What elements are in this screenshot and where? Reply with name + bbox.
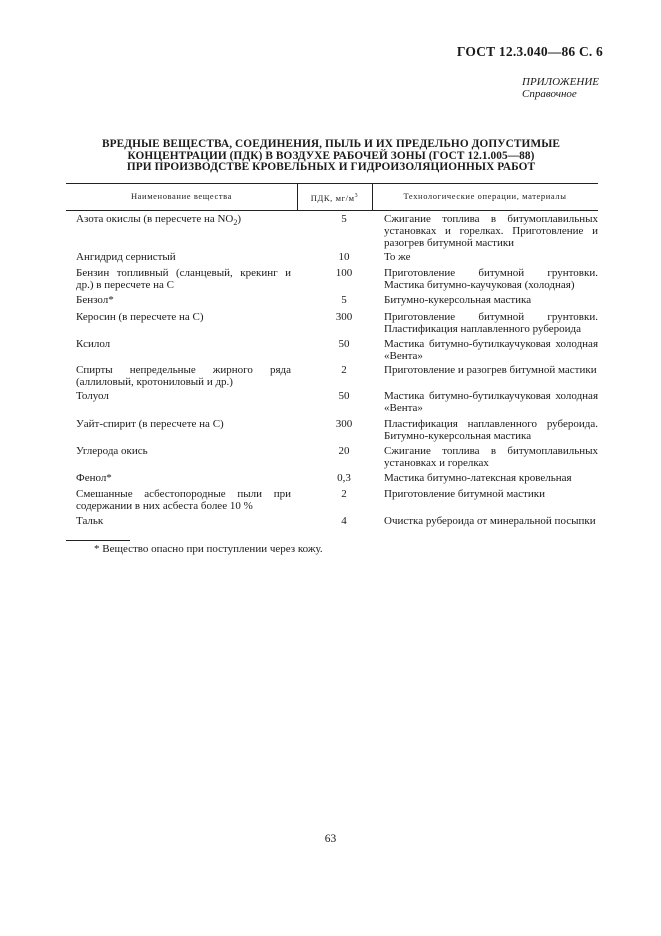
footnote: * Вещество опасно при поступлении через кожу.	[94, 543, 323, 555]
pdk-value: 300	[335, 418, 353, 430]
substance-name: Керосин (в пересчете на С)	[76, 311, 204, 323]
operations: Очистка рубероида от минеральной посыпки	[384, 515, 596, 527]
substance-name: Спирты непредельные жирного ряда (аллиловый, кротониловый и др.)	[76, 364, 291, 388]
substance-name: Ангидрид сернистый	[76, 251, 176, 263]
pdk-value: 20	[338, 445, 350, 457]
operations: Приготовление битумной грунтовки. Пластификация наплавленного рубероида	[384, 311, 598, 335]
column-header-pdk-exponent: 3	[354, 193, 359, 199]
pdk-value: 0,3	[337, 472, 351, 484]
page-title	[66, 139, 596, 174]
pdk-value: 5	[341, 213, 347, 225]
table-top-rule	[66, 183, 598, 184]
subscript: 2	[233, 218, 238, 228]
column-header-pdk	[297, 190, 372, 204]
operations: То же	[384, 251, 411, 263]
substance-name: Ксилол	[76, 338, 111, 350]
operations: Мастика битумно-бутилкаучуковая холодная «Вента»	[384, 390, 598, 414]
pdk-value: 50	[338, 338, 350, 350]
operations: Мастика битумно-бутилкаучуковая холодная «Вента»	[384, 338, 598, 362]
document-code: ГОСТ 12.3.040—86 С. 6	[456, 44, 603, 59]
appendix-label	[522, 76, 599, 100]
substance-name: Тальк	[76, 515, 104, 527]
substance-name: Смешанные асбестопородные пыли при содержании в них асбеста более 10 %	[76, 488, 291, 512]
page-number: 63	[324, 833, 337, 845]
substance-name: Уайт-спирит (в пересчете на С)	[76, 418, 224, 430]
operations: Сжигание топлива в битумоплавильных установках и горелках. Приготовление и разогрев битумной мастики	[384, 213, 598, 249]
operations: Мастика битумно-латексная кровельная	[384, 472, 572, 484]
appendix-reference: Справочное	[522, 88, 577, 100]
operations: Приготовление и разогрев битумной мастики	[384, 364, 597, 376]
column-header-pdk-text: ПДК, мг/м	[310, 192, 355, 203]
substance-name: Углерода окись	[76, 445, 148, 457]
operations: Сжигание топлива в битумоплавильных установках и горелках	[384, 445, 598, 469]
pdk-value: 2	[341, 364, 347, 376]
title-line-1: ВРЕДНЫЕ ВЕЩЕСТВА, СОЕДИНЕНИЯ, ПЫЛЬ И ИХ ПРЕДЕЛЬНО ДОПУСТИМЫЕ	[101, 138, 561, 150]
substance-name: Бензол*	[76, 294, 114, 306]
column-header-operations: Технологические операции, материалы	[403, 191, 567, 201]
substance-name: Толуол	[76, 390, 109, 402]
pdk-value: 5	[341, 294, 347, 306]
title-line-3: ПРИ ПРОИЗВОДСТВЕ КРОВЕЛЬНЫХ И ГИДРОИЗОЛЯЦИОННЫХ РАБОТ	[126, 161, 536, 174]
pdk-value: 50	[338, 390, 350, 402]
column-header-name: Наименование вещества	[130, 191, 233, 201]
title-line-2: КОНЦЕНТРАЦИИ (ПДК) В ВОЗДУХЕ РАБОЧЕЙ ЗОНЫ (ГОСТ 12.1.005—88)	[127, 149, 535, 162]
table-header-rule	[66, 210, 598, 211]
operations: Приготовление битумной грунтовки. Мастика битумно-каучуковая (холодная)	[384, 267, 598, 291]
pdk-value: 2	[341, 488, 347, 500]
appendix-title: ПРИЛОЖЕНИЕ	[522, 76, 599, 88]
footnote-rule	[66, 540, 130, 541]
pdk-value: 100	[335, 267, 353, 279]
pdk-value: 4	[341, 515, 347, 527]
substance-name: Бензин топливный (сланцевый, крекинг и др.) в пересчете на С	[76, 267, 291, 291]
substance-name: Фенол*	[76, 472, 112, 484]
operations: Битумно-кукерсольная мастика	[384, 294, 532, 306]
pdk-value: 10	[338, 251, 350, 263]
substance-name: Азота окислы (в пересчете на $NO_2$)	[76, 213, 242, 228]
operations: Приготовление битумной мастики	[384, 488, 545, 500]
pdk-value: 300	[335, 311, 353, 323]
operations: Пластификация наплавленного рубероида. Битумно-кукерсольная мастика	[384, 418, 598, 442]
